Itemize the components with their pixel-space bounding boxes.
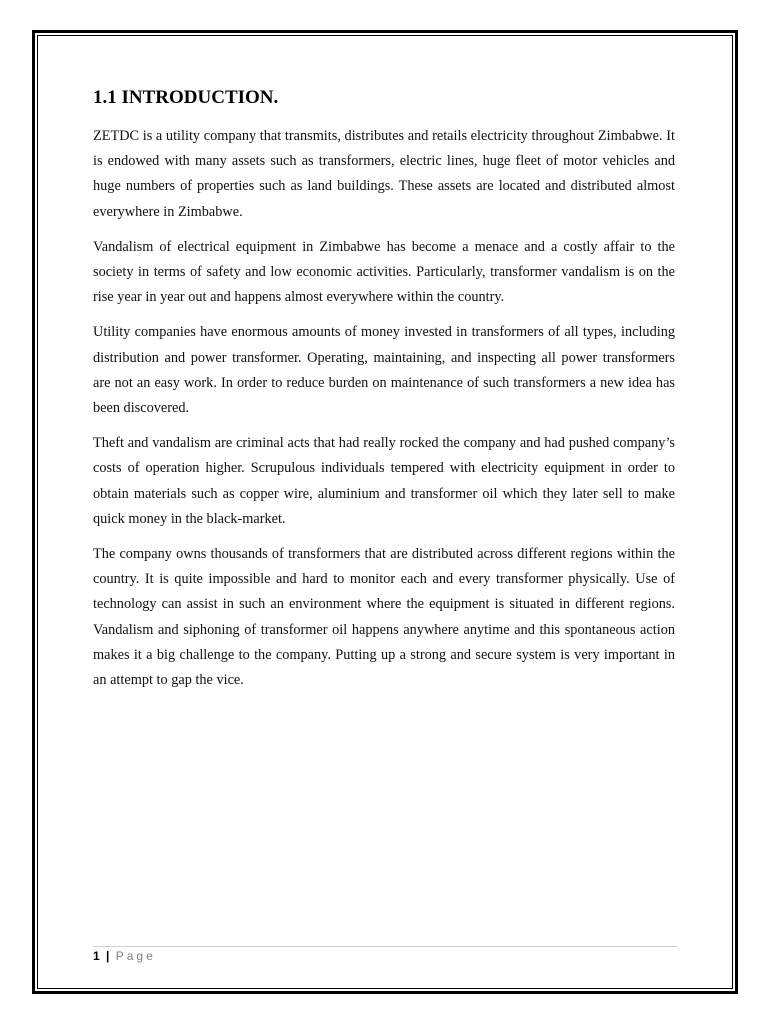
- paragraph-5: The company owns thousands of transformers that are distributed across different regions within the country. It is quite impossible and hard to monitor each and every transformer physically. Use of technology can assist in such an environment where the equipment is situated in different regions. Vandalism and siphoning of transformer oil happens anywhere anytime and this spontaneous action makes it a big challenge to the company. Putting up a strong and secure system is very important in an attempt to gap the vice.: [93, 546, 675, 689]
- paragraph-3: Utility companies have enormous amounts of money invested in transformers of all types, including distribution and power transformer. Operating, maintaining, and inspecting all power transformers are not an easy work. In order to reduce burden on maintenance of such transformers a new idea has been discovered.: [93, 324, 675, 417]
- page-label: Page: [115, 949, 156, 963]
- footer-divider: [93, 946, 677, 947]
- page-footer: [93, 948, 156, 964]
- document-body: [93, 86, 675, 703]
- footer-separator: |: [106, 949, 110, 963]
- paragraph-2: Vandalism of electrical equipment in Zimbabwe has become a menace and a costly affair to the society in terms of safety and low economic activities. Particularly, transformer vandalism is on the rise year in year out and happens almost everywhere within the country.: [93, 238, 675, 306]
- paragraph-1: ZETDC is a utility company that transmits, distributes and retails electricity throughout Zimbabwe. It is endowed with many assets such as transformers, electric lines, huge fleet of motor vehicles and huge numbers of properties such as land buildings. These assets are located and distributed almost everywhere in Zimbabwe.: [93, 128, 675, 220]
- page-number: 1: [93, 949, 100, 963]
- paragraph-4: Theft and vandalism are criminal acts that had really rocked the company and had pushed company’s costs of operation higher. Scrupulous individuals tempered with electricity equipment in order to obtain materials such as copper wire, aluminium and transformer oil which they later sell to make quick money in the black-market.: [93, 435, 675, 527]
- section-heading: 1.1 INTRODUCTION.: [93, 87, 279, 108]
